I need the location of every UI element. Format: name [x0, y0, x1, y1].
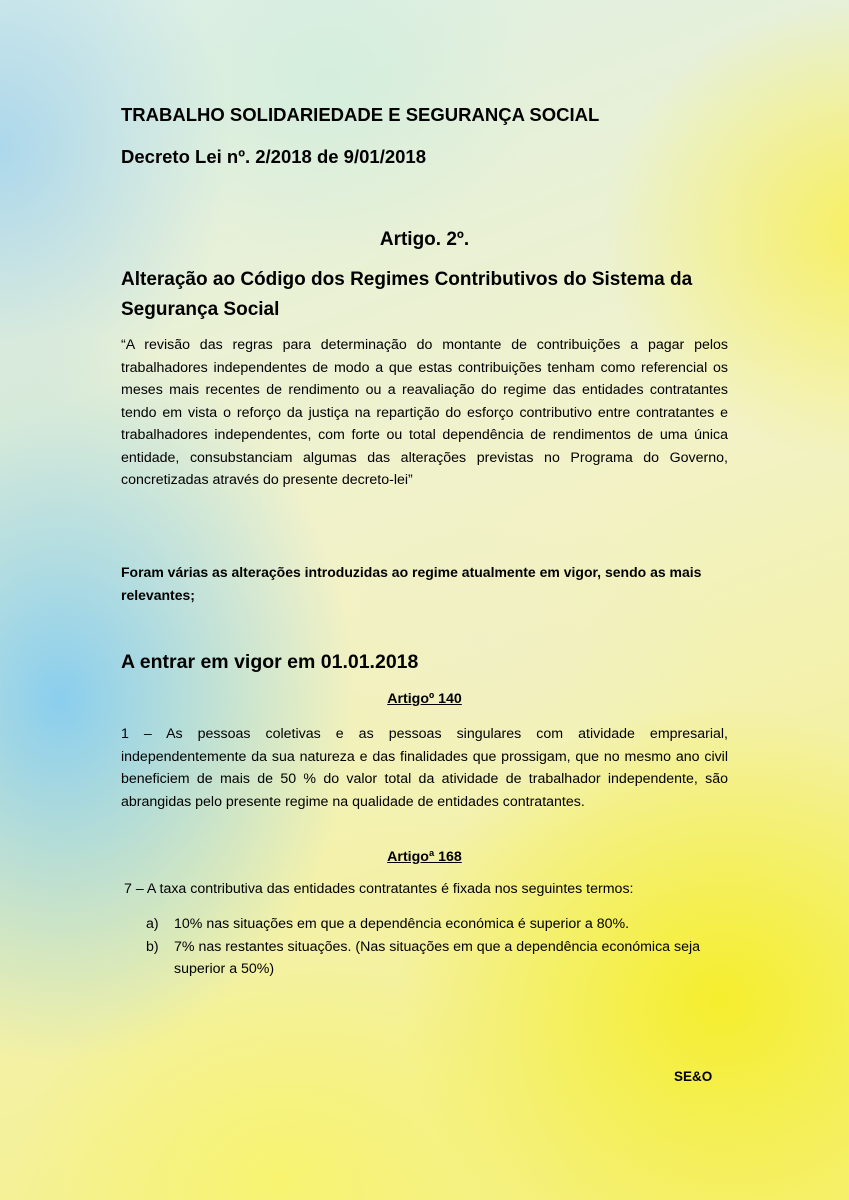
list-marker: a) [146, 916, 159, 932]
section-title: A entrar em vigor em 01.01.2018 [121, 651, 419, 673]
article-140-text: 1 – As pessoas coletivas e as pessoas singulares com atividade empresarial, independentemente da sua natureza e das finalidades que prossigam, que no mesmo ano civil beneficiem de mais de 50 % do valor total da atividade de trabalhador independente, são abrangidas pelo presente regime na qualidade de entidades contratantes. [121, 726, 728, 810]
intro-paragraph: Foram várias as alterações introduzidas ao regime atualmente em vigor, sendo as mais relevantes; [121, 564, 702, 603]
footer-signature: SE&O [674, 1069, 713, 1084]
article-subtitle: Alteração ao Código dos Regimes Contributivos do Sistema da Segurança Social [121, 269, 693, 320]
list-marker: b) [146, 938, 159, 955]
list-item-text: 7% nas restantes situações. (Nas situações em que a dependência económica seja superior a 50%) [174, 938, 701, 977]
list-item-text: 10% nas situações em que a dependência económica é superior a 80%. [174, 916, 630, 932]
article-168-text: 7 – A taxa contributiva das entidades contratantes é fixada nos seguintes termos: [124, 881, 634, 897]
article-140-ref: Artigoº 140 [387, 691, 462, 707]
ministry-heading: TRABALHO SOLIDARIEDADE E SEGURANÇA SOCIAL [121, 104, 600, 125]
decree-heading: Decreto Lei nº. 2/2018 de 9/01/2018 [121, 146, 426, 167]
article-title: Artigo. 2º. [379, 229, 470, 250]
article-quote: “A revisão das regras para determinação do montante de contribuições a pagar pelos trabalhadores independentes de modo a que estas contribuições tenham como referencial os meses mais recentes de rendimento ou a reavaliação do regime das entidades contratantes tendo em vista o reforço da justiça na repartição do esforço contributivo entre contratantes e trabalhadores independentes, com forte ou total dependência de rendimentos de uma única entidade, consubstanciam algumas das alterações previstas no Programa do Governo, concretizadas através do presente decreto-lei” [121, 337, 728, 488]
list-item [146, 936, 731, 981]
list-item [146, 913, 731, 936]
rate-list [146, 913, 731, 981]
article-168-ref: Artigoª 168 [387, 849, 462, 865]
